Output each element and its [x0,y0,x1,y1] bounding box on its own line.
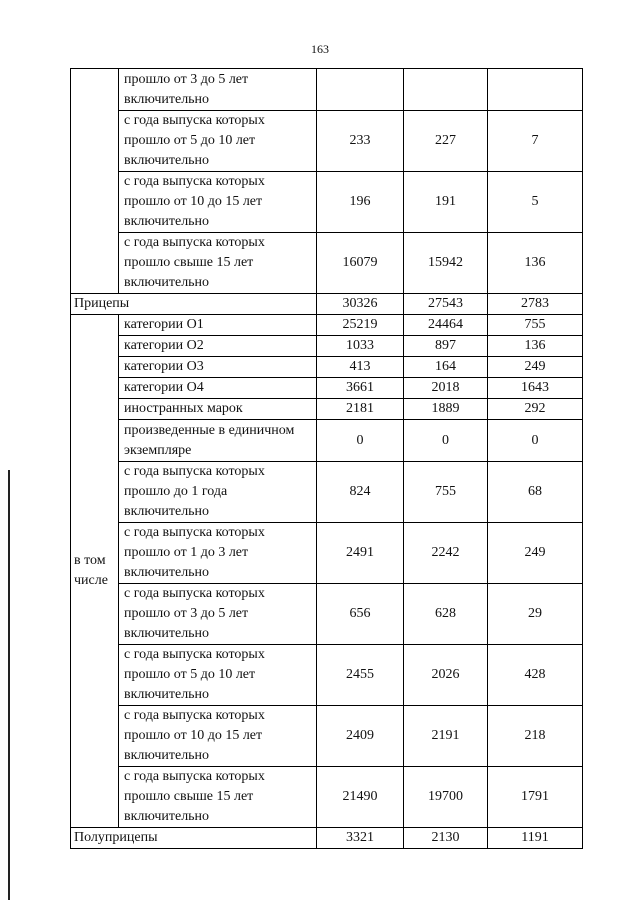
table-row [71,767,583,828]
table-row [71,233,583,294]
row-label: с года выпуска которых прошло от 1 до 3 лет включительно [119,523,317,584]
row-label: категории О4 [119,378,317,399]
row-label: с года выпуска которых прошло свыше 15 лет включительно [119,767,317,828]
table-row [71,336,583,357]
value-cell: 249 [488,523,583,584]
value-cell: 21490 [317,767,404,828]
value-cell: 1033 [317,336,404,357]
row-label-trailers: Прицепы [71,294,317,315]
value-cell: 25219 [317,315,404,336]
table-row [71,523,583,584]
value-cell: 428 [488,645,583,706]
value-cell: 227 [404,111,488,172]
value-cell: 2191 [404,706,488,767]
value-cell: 19700 [404,767,488,828]
value-cell: 2018 [404,378,488,399]
value-cell: 233 [317,111,404,172]
value-cell: 68 [488,462,583,523]
table-row [71,706,583,767]
empty-side-cell [71,69,119,294]
table-row [71,172,583,233]
value-cell: 29 [488,584,583,645]
table-row [71,315,583,336]
row-label: с года выпуска которых прошло от 10 до 15 лет включительно [119,706,317,767]
value-cell [404,69,488,111]
value-cell: 1643 [488,378,583,399]
table-row [71,645,583,706]
value-cell: 2130 [404,828,488,849]
table-row [71,111,583,172]
row-label: иностранных марок [119,399,317,420]
table-row-total [71,294,583,315]
value-cell: 2181 [317,399,404,420]
row-label: категории О2 [119,336,317,357]
table-row [71,69,583,111]
table-row [71,584,583,645]
value-cell: 164 [404,357,488,378]
row-label: прошло от 3 до 5 лет включительно [119,69,317,111]
value-cell: 413 [317,357,404,378]
value-cell: 3661 [317,378,404,399]
table-row [71,462,583,523]
row-label: с года выпуска которых прошло от 5 до 10 лет включительно [119,111,317,172]
row-label: произведенные в единичном экземпляре [119,420,317,462]
margin-line [8,470,10,900]
value-cell: 5 [488,172,583,233]
value-cell: 15942 [404,233,488,294]
value-cell: 1791 [488,767,583,828]
side-label-including: в том числе [71,315,119,828]
value-cell: 2026 [404,645,488,706]
value-cell: 136 [488,336,583,357]
row-label: с года выпуска которых прошло от 10 до 15 лет включительно [119,172,317,233]
value-cell [488,69,583,111]
row-label: категории О3 [119,357,317,378]
value-cell: 628 [404,584,488,645]
value-cell: 2491 [317,523,404,584]
row-label: с года выпуска которых прошло до 1 года включительно [119,462,317,523]
value-cell: 249 [488,357,583,378]
value-cell: 30326 [317,294,404,315]
table-row [71,420,583,462]
value-cell [317,69,404,111]
row-label: с года выпуска которых прошло от 5 до 10 лет включительно [119,645,317,706]
row-label: с года выпуска которых прошло свыше 15 лет включительно [119,233,317,294]
value-cell: 136 [488,233,583,294]
value-cell: 196 [317,172,404,233]
value-cell: 755 [404,462,488,523]
value-cell: 16079 [317,233,404,294]
row-label: категории О1 [119,315,317,336]
value-cell: 897 [404,336,488,357]
value-cell: 2783 [488,294,583,315]
value-cell: 292 [488,399,583,420]
value-cell: 27543 [404,294,488,315]
value-cell: 1889 [404,399,488,420]
row-label-semitrailers: Полуприцепы [71,828,317,849]
table-row [71,378,583,399]
value-cell: 0 [317,420,404,462]
value-cell: 755 [488,315,583,336]
value-cell: 0 [488,420,583,462]
value-cell: 24464 [404,315,488,336]
value-cell: 656 [317,584,404,645]
value-cell: 2409 [317,706,404,767]
table-row [71,357,583,378]
table-body [71,69,583,849]
table-row-total [71,828,583,849]
value-cell: 2242 [404,523,488,584]
value-cell: 3321 [317,828,404,849]
value-cell: 1191 [488,828,583,849]
statistics-table [70,68,583,849]
value-cell: 824 [317,462,404,523]
page-number: 163 [311,42,329,56]
value-cell: 191 [404,172,488,233]
value-cell: 0 [404,420,488,462]
value-cell: 7 [488,111,583,172]
table-row [71,399,583,420]
value-cell: 218 [488,706,583,767]
row-label: с года выпуска которых прошло от 3 до 5 лет включительно [119,584,317,645]
value-cell: 2455 [317,645,404,706]
